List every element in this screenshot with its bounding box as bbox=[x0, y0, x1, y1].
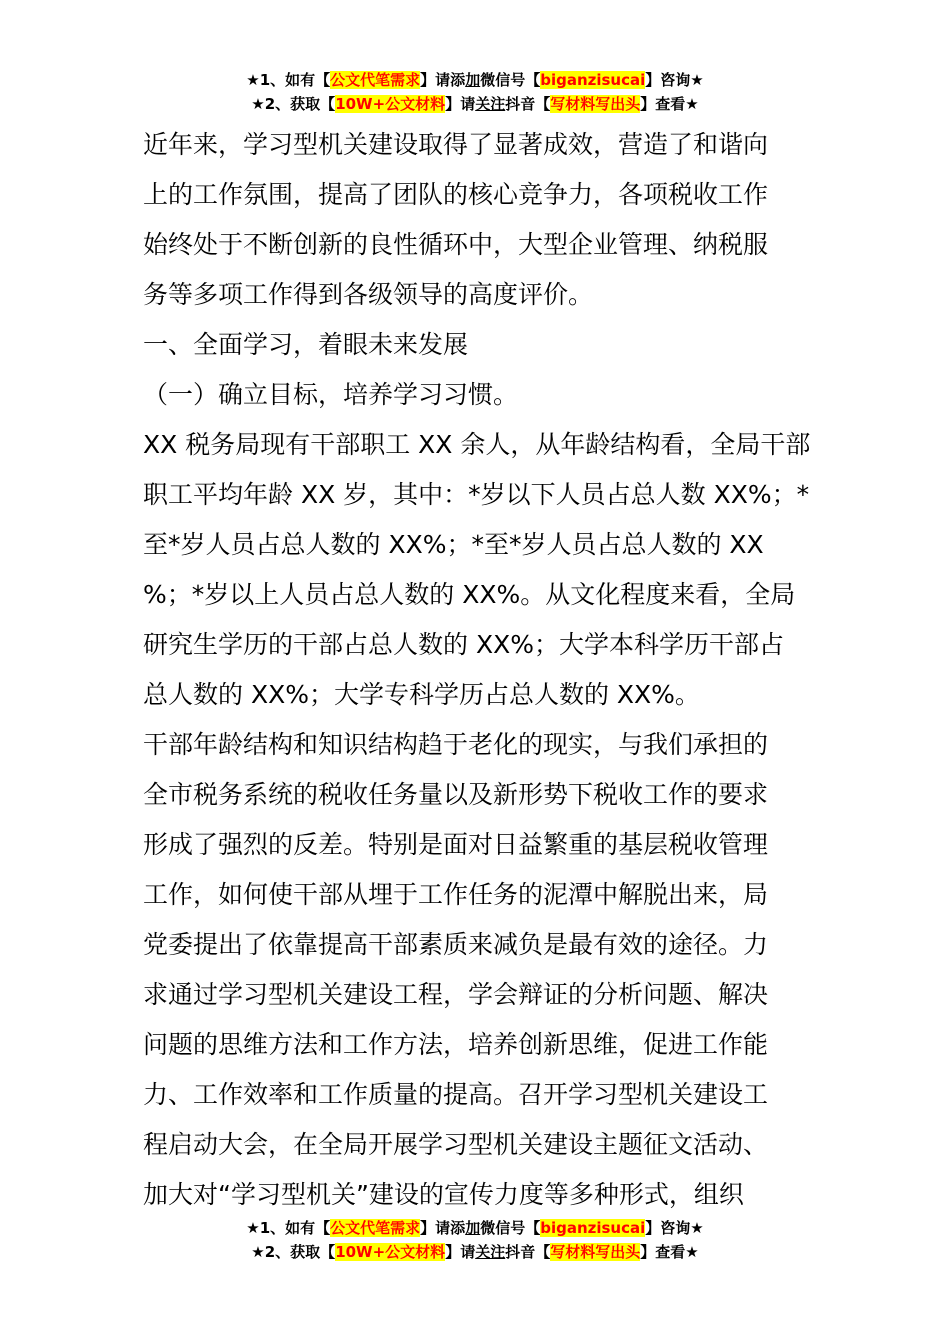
body-line: %；*岁以上人员占总人数的 XX%。从文化程度来看，全局 bbox=[143, 580, 796, 609]
banner-text: 抖音【 bbox=[505, 1243, 551, 1261]
banner-underlined: 加 bbox=[465, 71, 481, 89]
body-line: 职工平均年龄 XX 岁，其中：*岁以下人员占总人数 XX%；* bbox=[143, 480, 810, 509]
body-line: 求通过学习型机关建设工程，学会辩证的分析问题、解决 bbox=[143, 980, 769, 1009]
banner-text: 】咨询★ bbox=[645, 71, 704, 89]
banner-underlined: 加 bbox=[465, 1219, 481, 1237]
body-line: 党委提出了依靠提高干部素质来减负是最有效的途径。力 bbox=[143, 930, 769, 959]
banner-text: 】查看★ bbox=[640, 1243, 699, 1261]
banner-text: ★2、获取【 bbox=[251, 1243, 336, 1261]
banner-douyin-id: 写材料写出头 bbox=[550, 95, 641, 113]
body-line: 全市税务系统的税收任务量以及新形势下税收工作的要求 bbox=[143, 780, 769, 809]
body-line: 工作，如何使干部从埋于工作任务的泥潭中解脱出来，局 bbox=[143, 880, 769, 909]
body-line: 务等多项工作得到各级领导的高度评价。 bbox=[143, 280, 594, 309]
body-line: 干部年龄结构和知识结构趋于老化的现实，与我们承担的 bbox=[143, 730, 769, 759]
footer-banner bbox=[0, 1216, 950, 1264]
banner-text: 】请 bbox=[445, 95, 476, 113]
body-line: 加大对“学习型机关”建设的宣传力度等多种形式，组织 bbox=[143, 1180, 744, 1209]
banner-highlight: 10W+公文材料 bbox=[335, 95, 446, 113]
banner-underlined: 关注 bbox=[475, 1243, 506, 1261]
banner-underlined: 关注 bbox=[475, 95, 506, 113]
body-line: 问题的思维方法和工作方法，培养创新思维，促进工作能 bbox=[143, 1030, 769, 1059]
banner-text: 微信号【 bbox=[480, 1219, 541, 1237]
banner-line-1 bbox=[0, 1216, 950, 1240]
document-body bbox=[143, 120, 813, 1220]
banner-line-2 bbox=[0, 1240, 950, 1264]
banner-text: 】请添 bbox=[420, 1219, 466, 1237]
banner-line-2 bbox=[0, 92, 950, 116]
body-line: 上的工作氛围，提高了团队的核心竞争力，各项税收工作 bbox=[143, 180, 769, 209]
banner-text: ★1、如有【 bbox=[246, 71, 331, 89]
body-line: 近年来，学习型机关建设取得了显著成效，营造了和谐向 bbox=[143, 130, 769, 159]
banner-text: 微信号【 bbox=[480, 71, 541, 89]
banner-wechat-id: biganzisucai bbox=[540, 1219, 646, 1237]
banner-text: 】咨询★ bbox=[645, 1219, 704, 1237]
banner-wechat-id: biganzisucai bbox=[540, 71, 646, 89]
banner-text: ★1、如有【 bbox=[246, 1219, 331, 1237]
body-line: 始终处于不断创新的良性循环中，大型企业管理、纳税服 bbox=[143, 230, 769, 259]
banner-text: ★2、获取【 bbox=[251, 95, 336, 113]
body-line: 形成了强烈的反差。特别是面对日益繁重的基层税收管理 bbox=[143, 830, 769, 859]
banner-text: 】请添 bbox=[420, 71, 466, 89]
banner-line-1 bbox=[0, 68, 950, 92]
body-line: 程启动大会，在全局开展学习型机关建设主题征文活动、 bbox=[143, 1130, 769, 1159]
subsection-heading: （一）确立目标，培养学习习惯。 bbox=[143, 380, 519, 409]
body-line: 研究生学历的干部占总人数的 XX%；大学本科学历干部占 bbox=[143, 630, 784, 659]
banner-text: 抖音【 bbox=[505, 95, 551, 113]
section-heading: 一、全面学习，着眼未来发展 bbox=[143, 330, 469, 359]
banner-douyin-id: 写材料写出头 bbox=[550, 1243, 641, 1261]
banner-highlight: 10W+公文材料 bbox=[335, 1243, 446, 1261]
banner-text: 】请 bbox=[445, 1243, 476, 1261]
body-line: 力、工作效率和工作质量的提高。召开学习型机关建设工 bbox=[143, 1080, 769, 1109]
body-line: 总人数的 XX%；大学专科学历占总人数的 XX%。 bbox=[143, 680, 700, 709]
banner-highlight: 公文代笔需求 bbox=[330, 71, 421, 89]
body-line: XX 税务局现有干部职工 XX 余人，从年龄结构看，全局干部 bbox=[143, 430, 811, 459]
body-line: 至*岁人员占总人数的 XX%；*至*岁人员占总人数的 XX bbox=[143, 530, 764, 559]
header-banner bbox=[0, 68, 950, 116]
banner-highlight: 公文代笔需求 bbox=[330, 1219, 421, 1237]
banner-text: 】查看★ bbox=[640, 95, 699, 113]
